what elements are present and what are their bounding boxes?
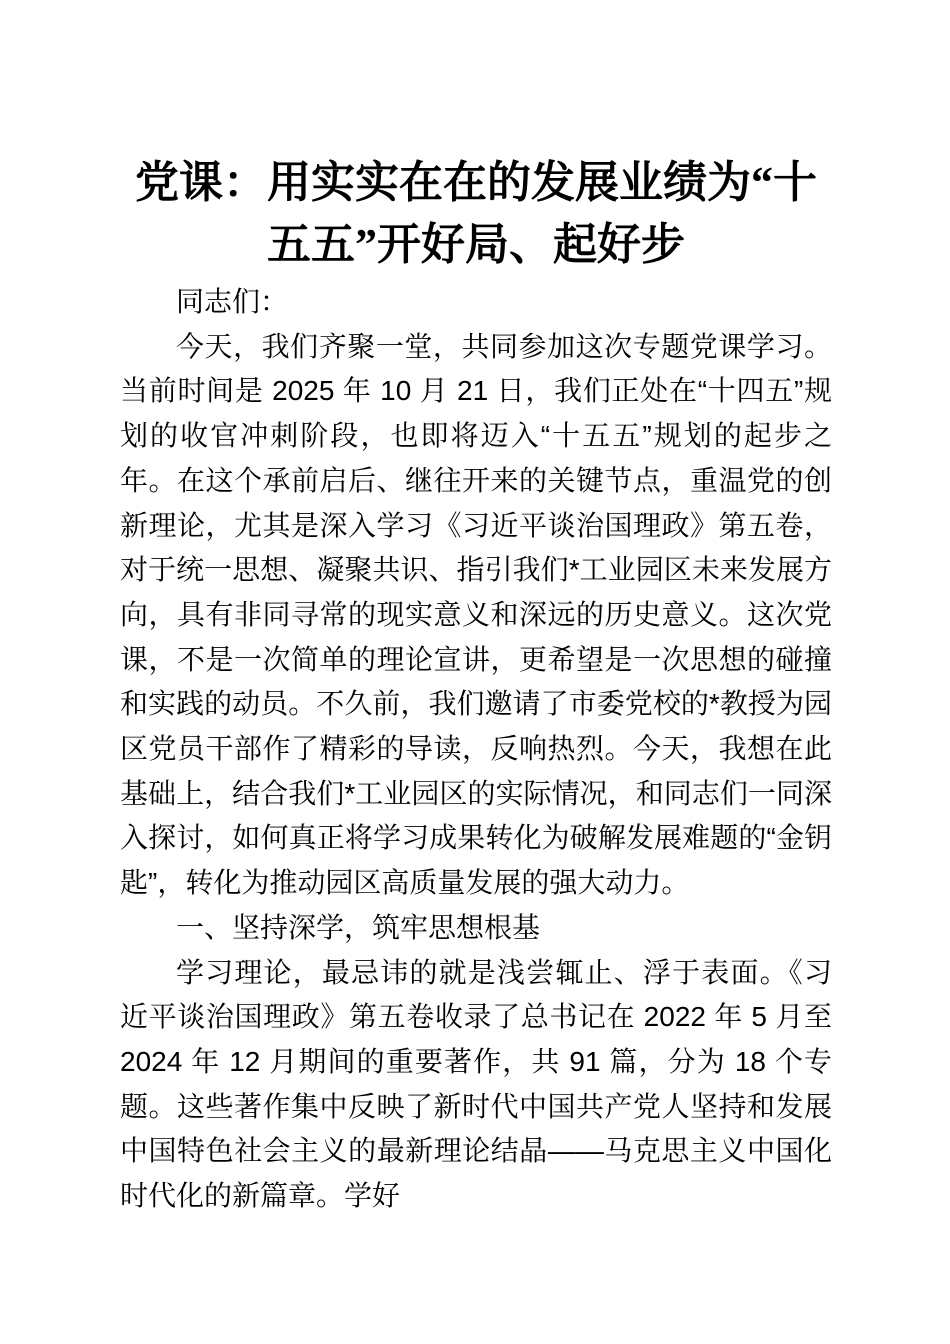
document-title: 党课：用实实在在的发展业绩为“十五五”开好局、起好步 <box>135 158 817 269</box>
section-body-paragraph: 学习理论，最忌讳的就是浅尝辄止、浮于表面。《习近平谈治国理政》第五卷收录了总书记在 2022 年 5 月至 2024 年 12 月期间的重要著作，共 91 篇，分为 18 个专题。这些著作集中反映了新时代中国共产党人坚持和发展中国特色社会主义的最新理论结晶——马克思主义中国化时代化的新篇章。学好 <box>120 956 832 1212</box>
salutation-paragraph: 同志们： <box>176 286 289 317</box>
section-heading: 一、坚持深学，筑牢思想根基 <box>176 911 541 943</box>
intro-paragraph: 今天，我们齐聚一堂，共同参加这次专题党课学习。当前时间是 2025 年 10 月 21 日，我们正处在“十四五”规划的收官冲刺阶段，也即将迈入“十五五”规划的起步之年。在这个承前启后、继往开来的关键节点，重温党的创新理论，尤其是深入学习《习近平谈治国理政》第五卷，对于统一思想、凝聚共识、指引我们*工业园区未来发展方向，具有非同寻常的现实意义和深远的历史意义。这次党课，不是一次简单的理论宣讲，更希望是一次思想的碰撞和实践的动员。不久前，我们邀请了市委党校的*教授为园区党员干部作了精彩的导读，反响热烈。今天，我想在此基础上，结合我们*工业园区的实际情况，和同志们一同深入探讨，如何真正将学习成果转化为破解发展难题的“金钥匙”，转化为推动园区高质量发展的强大动力。 <box>120 330 832 899</box>
